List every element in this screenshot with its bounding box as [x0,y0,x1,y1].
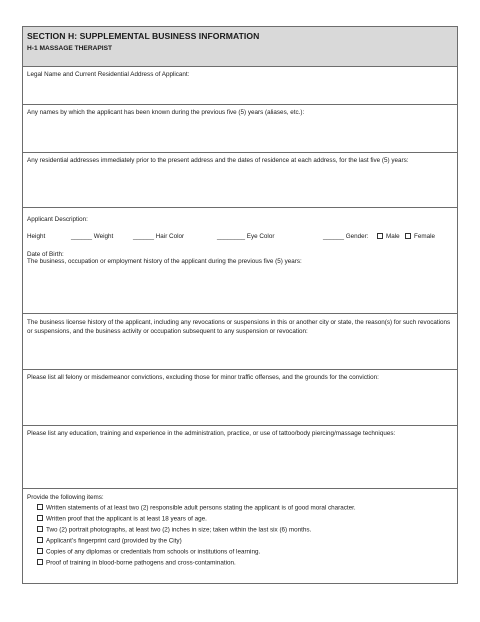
aliases-label: Any names by which the applicant has been known during the previous five (5) years (aliases, etc.): [27,109,305,116]
dob-label[interactable]: Date of Birth: [27,251,64,258]
checkbox[interactable] [37,515,43,521]
legal-name-field[interactable] [23,67,457,105]
employment-field[interactable] [23,257,457,314]
checkbox[interactable] [37,548,43,554]
checkbox[interactable] [37,526,43,532]
aliases-field[interactable] [23,105,457,153]
provide-item[interactable]: Proof of training in blood-borne pathogens and cross-contamination. [23,556,457,567]
weight-label[interactable]: ______ Weight [71,233,114,240]
checkbox[interactable] [37,537,43,543]
provide-item[interactable]: Applicant’s fingerprint card (provided by the City) [23,535,457,546]
provide-items-section [23,489,457,583]
male-checkbox[interactable] [377,233,383,239]
checkbox[interactable] [37,559,43,565]
gender-label: ______ Gender: [323,233,369,240]
employment-label: The business, occupation or employment history of the applicant during the previous five (5) years: [27,258,302,265]
education-field[interactable] [23,426,457,489]
legal-name-label: Legal Name and Current Residential Address of Applicant: [27,71,190,78]
checkbox[interactable] [37,504,43,510]
education-label: Please list any education, training and experience in the administration, practice, or use of tattoo/body piercing/massage techniques: [27,430,396,437]
female-option[interactable]: Female [405,232,435,241]
provide-item[interactable]: Two (2) portrait photographs, at least two (2) inches in size; taken within the last six (6) months. [23,524,457,535]
height-label[interactable]: Height [27,233,46,240]
female-checkbox[interactable] [405,233,411,239]
applicant-description [23,208,457,258]
addresses-label: Any residential addresses immediately prior to the present address and the dates of residence at each address, for the last five (5) years: [27,157,409,164]
license-history-field[interactable] [23,314,457,370]
section-title: SECTION H: SUPPLEMENTAL BUSINESS INFORMATION [27,31,260,41]
convictions-field[interactable] [23,370,457,426]
hair-color-label[interactable]: ______ Hair Color [133,233,185,240]
supplemental-form [22,26,458,584]
section-subtitle: H-1 MASSAGE THERAPIST [27,45,112,52]
provide-item[interactable]: Copies of any diplomas or credentials from schools or institutions of learning. [23,546,457,557]
convictions-label: Please list all felony or misdemeanor convictions, excluding those for minor traffic offenses, and the grounds for the conviction: [27,374,379,381]
male-option[interactable]: Male [377,232,400,241]
provide-item[interactable]: Written statements of at least two (2) responsible adult persons stating the applicant is of good moral character. [23,502,457,513]
description-label: Applicant Description: [27,216,88,223]
section-header [23,27,457,67]
description-row [23,224,457,241]
license-history-label: The business license history of the applicant, including any revocations or suspensions in this or another city or state, the reason(s) for such revocations or suspensions, and the business activity or occupation subsequent to any suspension or revocation: [27,319,451,335]
provide-item[interactable]: Written proof that the applicant is at least 18 years of age. [23,513,457,524]
eye-color-label[interactable]: ________ Eye Color [217,233,275,240]
provide-label: Provide the following items: [27,494,104,501]
addresses-field[interactable] [23,153,457,208]
